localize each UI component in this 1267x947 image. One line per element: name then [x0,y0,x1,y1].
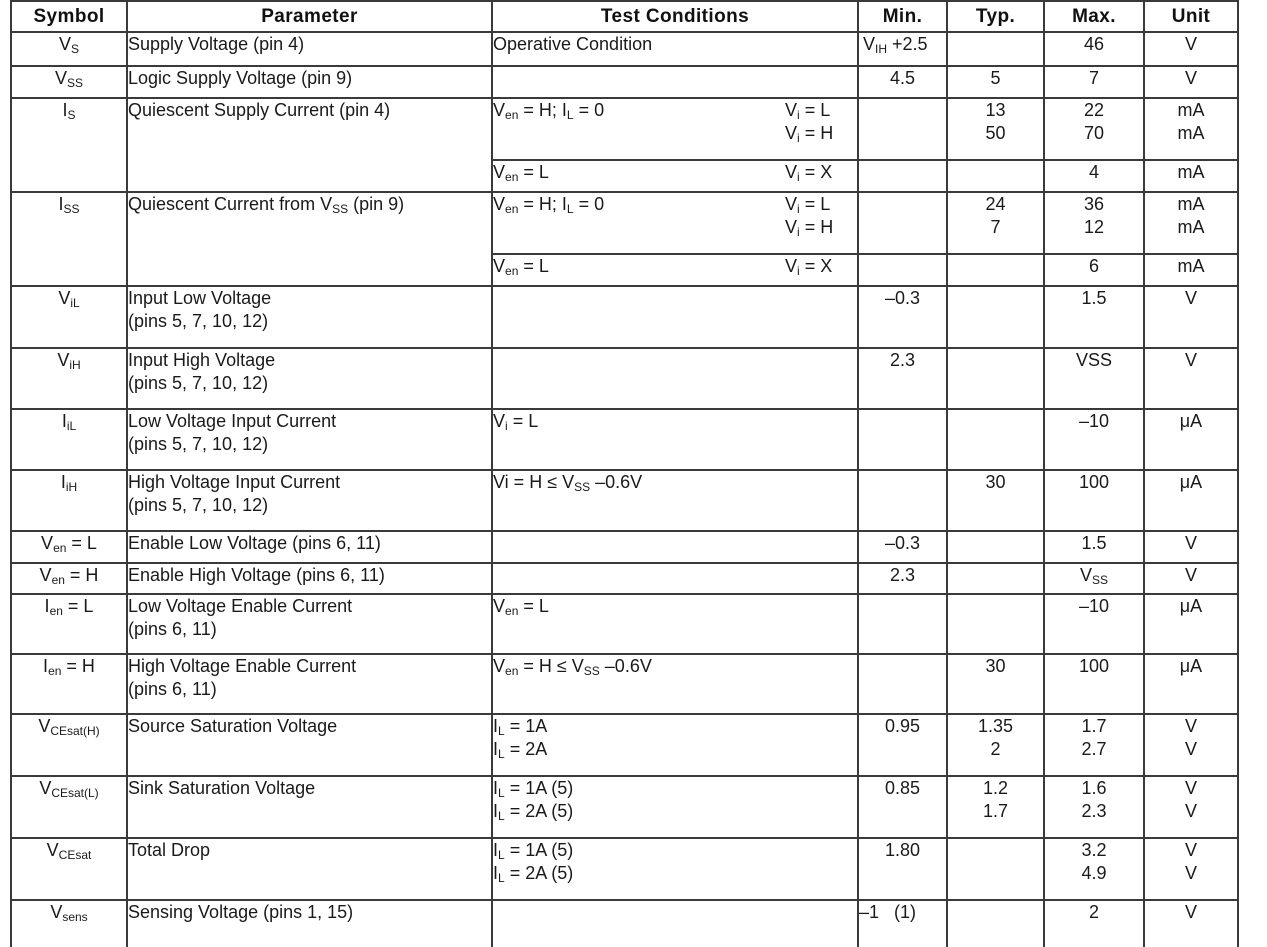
header-test-conditions: Test Conditions [492,1,858,32]
unit-cell: V [1144,531,1238,563]
symbol-cell: $V_{SS}$ [11,66,127,98]
test-condition-cell: $I_L = 1A$ $I_L = 2A$ [492,714,858,776]
parameter-cell: Low Voltage Enable Current (pins 6, 11) [127,594,492,654]
symbol-cell: $I_{iL}$ [11,409,127,470]
min-cell: 0.85 [858,776,947,838]
typ-cell: 1.35 2 [947,714,1044,776]
symbol-cell: $I_{en} = H$ [11,654,127,714]
symbol-cell: $V_{iL}$ [11,286,127,348]
test-condition-cell: $Vi = H \le V_{SS}$ –0.6V [492,470,858,531]
typ-cell [947,254,1044,286]
max-cell: 6 [1044,254,1144,286]
typ-cell: 1.2 1.7 [947,776,1044,838]
min-cell [858,98,947,160]
symbol-cell: $V_{CEsat}$ [11,838,127,900]
unit-cell: V [1144,32,1238,66]
unit-cell: mA [1144,160,1238,192]
symbol-cell: $V_{iH}$ [11,348,127,409]
table-row [11,654,1238,714]
header-parameter: Parameter [127,1,492,32]
test-condition-cell: $I_L = 1A$ (5) $I_L = 2A$ (5) [492,838,858,900]
typ-cell: 24 7 [947,192,1044,254]
table-row [11,470,1238,531]
max-cell: 1.5 [1044,531,1144,563]
parameter-cell: Input High Voltage (pins 5, 7, 10, 12) [127,348,492,409]
max-cell: 1.7 2.7 [1044,714,1144,776]
typ-cell [947,409,1044,470]
parameter-cell: High Voltage Enable Current (pins 6, 11) [127,654,492,714]
min-cell [858,409,947,470]
typ-cell [947,531,1044,563]
typ-cell [947,563,1044,594]
table-row [11,714,1238,776]
typ-cell [947,32,1044,66]
table-row [11,776,1238,838]
min-cell [858,470,947,531]
min-cell: –0.3 [858,531,947,563]
parameter-cell: Total Drop [127,838,492,900]
unit-cell: V [1144,66,1238,98]
parameter-cell: Quiescent Current from $V_{SS}$ (pin 9) [127,192,492,286]
min-cell [858,160,947,192]
test-condition-cell: $V_{en} = L$ $V_i = X$ [492,160,858,192]
min-cell [858,192,947,254]
test-condition-cell: Operative Condition [492,32,858,66]
symbol-cell: $V_{en} = H$ [11,563,127,594]
unit-cell: μA [1144,594,1238,654]
test-condition-cell: $V_{en} = L$ [492,594,858,654]
min-cell: –0.3 [858,286,947,348]
max-cell: 3.2 4.9 [1044,838,1144,900]
typ-cell [947,160,1044,192]
min-cell [858,654,947,714]
symbol-cell: $I_{en} = L$ [11,594,127,654]
typ-cell: 30 [947,470,1044,531]
header-max: Max. [1044,1,1144,32]
table-row [11,900,1238,947]
table-row [11,32,1238,66]
header-min: Min. [858,1,947,32]
typ-cell [947,900,1044,947]
test-condition-cell [492,286,858,348]
unit-cell: mA mA [1144,98,1238,160]
table-row [11,563,1238,594]
table-row [11,409,1238,470]
min-cell: 0.95 [858,714,947,776]
symbol-cell: $V_S$ [11,32,127,66]
electrical-characteristics-table [10,0,1239,947]
unit-cell: V V [1144,714,1238,776]
unit-cell: mA mA [1144,192,1238,254]
unit-cell: V [1144,563,1238,594]
max-cell: 2 [1044,900,1144,947]
min-cell: 4.5 [858,66,947,98]
unit-cell: μA [1144,409,1238,470]
unit-cell: μA [1144,470,1238,531]
test-condition-cell [492,348,858,409]
table-header-row [11,1,1238,32]
test-condition-cell [492,563,858,594]
symbol-cell: $V_{CEsat(H)}$ [11,714,127,776]
max-cell: $V_{SS}$ [1044,563,1144,594]
parameter-cell: Enable Low Voltage (pins 6, 11) [127,531,492,563]
min-cell: –1 (1) [858,900,947,947]
symbol-cell: $I_{iH}$ [11,470,127,531]
table-row [11,192,1238,254]
unit-cell: V V [1144,776,1238,838]
header-unit: Unit [1144,1,1238,32]
unit-cell: mA [1144,254,1238,286]
typ-cell [947,838,1044,900]
test-condition-cell: $V_{en} = H$; $I_L = 0$ $V_i = L$ $V_i = H$ [492,192,858,254]
test-condition-cell: $V_{en} = L$ $V_i = X$ [492,254,858,286]
typ-cell: 5 [947,66,1044,98]
max-cell: 36 12 [1044,192,1144,254]
table-row [11,594,1238,654]
typ-cell [947,594,1044,654]
table-row [11,66,1238,98]
table-row [11,286,1238,348]
max-cell: 4 [1044,160,1144,192]
max-cell: 1.6 2.3 [1044,776,1144,838]
parameter-cell: Input Low Voltage (pins 5, 7, 10, 12) [127,286,492,348]
test-condition-cell [492,66,858,98]
min-cell: 1.80 [858,838,947,900]
symbol-cell: $V_{CEsat(L)}$ [11,776,127,838]
parameter-cell: Low Voltage Input Current (pins 5, 7, 10, 12) [127,409,492,470]
test-condition-cell [492,900,858,947]
min-cell [858,594,947,654]
parameter-cell: Quiescent Supply Current (pin 4) [127,98,492,192]
typ-cell [947,286,1044,348]
test-condition-cell: $V_i = L$ [492,409,858,470]
table-row [11,348,1238,409]
max-cell: 100 [1044,654,1144,714]
table-row [11,98,1238,160]
typ-cell: 30 [947,654,1044,714]
parameter-cell: Supply Voltage (pin 4) [127,32,492,66]
header-typ: Typ. [947,1,1044,32]
parameter-cell: Sink Saturation Voltage [127,776,492,838]
max-cell: 7 [1044,66,1144,98]
max-cell: –10 [1044,409,1144,470]
table-row [11,838,1238,900]
typ-cell: 13 50 [947,98,1044,160]
min-cell: 2.3 [858,348,947,409]
parameter-cell: Sensing Voltage (pins 1, 15) [127,900,492,947]
max-cell: 1.5 [1044,286,1144,348]
unit-cell: V V [1144,838,1238,900]
min-cell: 2.3 [858,563,947,594]
test-condition-cell: $I_L = 1A$ (5) $I_L = 2A$ (5) [492,776,858,838]
parameter-cell: Logic Supply Voltage (pin 9) [127,66,492,98]
header-symbol: Symbol [11,1,127,32]
max-cell: 22 70 [1044,98,1144,160]
max-cell: 46 [1044,32,1144,66]
unit-cell: μA [1144,654,1238,714]
max-cell: 100 [1044,470,1144,531]
min-cell: $V_{IH} +2.5$ [858,32,947,66]
symbol-cell: $I_S$ [11,98,127,192]
min-cell [858,254,947,286]
symbol-cell: $V_{en} = L$ [11,531,127,563]
test-condition-cell [492,531,858,563]
unit-cell: V [1144,348,1238,409]
test-condition-cell: $V_{en} = H$; $I_L = 0$ $V_i = L$ $V_i = H$ [492,98,858,160]
unit-cell: V [1144,286,1238,348]
parameter-cell: Enable High Voltage (pins 6, 11) [127,563,492,594]
max-cell: VSS [1044,348,1144,409]
unit-cell: V [1144,900,1238,947]
test-condition-cell: $V_{en} = H \le V_{SS}$ –0.6V [492,654,858,714]
table-row [11,531,1238,563]
typ-cell [947,348,1044,409]
symbol-cell: $I_{SS}$ [11,192,127,286]
parameter-cell: Source Saturation Voltage [127,714,492,776]
symbol-cell: $V_{sens}$ [11,900,127,947]
parameter-cell: High Voltage Input Current (pins 5, 7, 10, 12) [127,470,492,531]
max-cell: –10 [1044,594,1144,654]
